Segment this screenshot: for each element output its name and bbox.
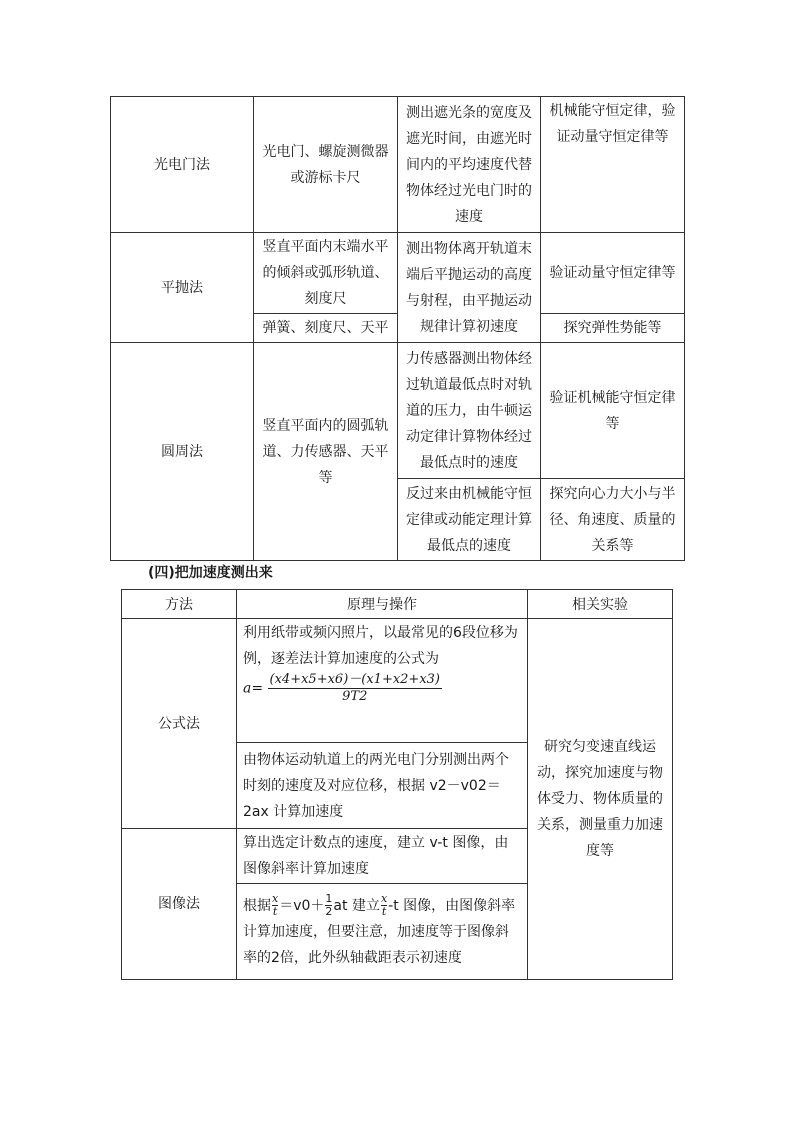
experiment-projectile-b: 探究弹性势能等 (541, 314, 685, 343)
formula-lhs: a= (243, 680, 264, 697)
formula-principle-1 (237, 619, 528, 743)
frac-num: 1 (325, 892, 333, 905)
graph-principle-1: 算出选定计数点的速度，建立 v-t 图像，由图像斜率计算加速度 (237, 829, 528, 884)
equipment-projectile-a: 竖直平面内末端水平的倾斜或弧形轨道、刻度尺 (254, 233, 398, 314)
frac-x-over-t-2 (381, 893, 387, 918)
experiment-projectile-a: 验证动量守恒定律等 (541, 233, 685, 314)
frac-num: x (272, 892, 279, 905)
frac-half (325, 893, 332, 918)
method-photogate: 光电门法 (111, 97, 254, 233)
frac-den: t (272, 905, 278, 918)
experiment-circular-a: 验证机械能守恒定律等 (541, 343, 685, 479)
graph-principle-2 (237, 884, 528, 980)
graph-pre: 根据 (243, 897, 271, 914)
formula-denominator: 9T2 (342, 689, 368, 704)
method-circular: 圆周法 (111, 343, 254, 561)
graph-mid2: at 建立 (333, 897, 380, 914)
header-method: 方法 (122, 590, 237, 619)
speed-methods-table (110, 96, 685, 561)
frac-den: 2 (325, 905, 333, 918)
section-title: (四)把加速度测出来 (148, 565, 273, 581)
experiment-accel: 研究匀变速直线运动，探究加速度与物体受力、物体质量的关系，测量重力加速度等 (528, 619, 673, 980)
frac-x-over-t (272, 893, 278, 918)
equipment-projectile-b: 弹簧、刻度尺、天平 (254, 314, 398, 343)
principle-projectile: 测出物体离开轨道末端后平抛运动的高度与射程，由平抛运动规律计算初速度 (398, 233, 541, 343)
graph-mid1: ＝v0＋ (279, 897, 325, 914)
acceleration-methods-table (121, 589, 673, 980)
frac-den: t (381, 905, 387, 918)
formula-text: 利用纸带或频闪照片，以最常见的6段位移为例，逐差法计算加速度的公式为 (243, 625, 518, 667)
graph-post: -t 图像，由图像斜率计算加速度，但要注意，加速度等于图像斜率的2倍，此外纵轴截距表示初速度 (243, 897, 516, 966)
method-formula: 公式法 (122, 619, 237, 829)
frac-num: x (380, 892, 388, 905)
method-graph: 图像法 (122, 829, 237, 980)
principle-circular-a: 力传感器测出物体经过轨道最低点时对轨道的压力，由牛顿运动定律计算物体经过最低点时的速度 (398, 343, 541, 479)
header-experiment: 相关实验 (528, 590, 673, 619)
equipment-photogate: 光电门、螺旋测微器或游标卡尺 (254, 97, 398, 233)
experiment-circular-b: 探究向心力大小与半径、角速度、质量的关系等 (541, 479, 685, 561)
method-projectile: 平抛法 (111, 233, 254, 343)
equipment-circular: 竖直平面内的圆弧轨道、力传感器、天平等 (254, 343, 398, 561)
principle-circular-b: 反过来由机械能守恒定律或动能定理计算最低点的速度 (398, 479, 541, 561)
formula-numerator: (x4+x5+x6)－(x1+x2+x3) (269, 672, 441, 687)
formula-principle-2: 由物体运动轨道上的两光电门分别测出两个时刻的速度及对应位移，根据 v2－v02＝2ax 计算加速度 (237, 743, 528, 829)
formula-fraction (268, 672, 442, 705)
header-principle: 原理与操作 (237, 590, 528, 619)
principle-photogate: 测出遮光条的宽度及遮光时间，由遮光时间内的平均速度代替物体经过光电门时的速度 (398, 97, 541, 233)
experiment-photogate: 机械能守恒定律，验证动量守恒定律等 (541, 97, 685, 233)
